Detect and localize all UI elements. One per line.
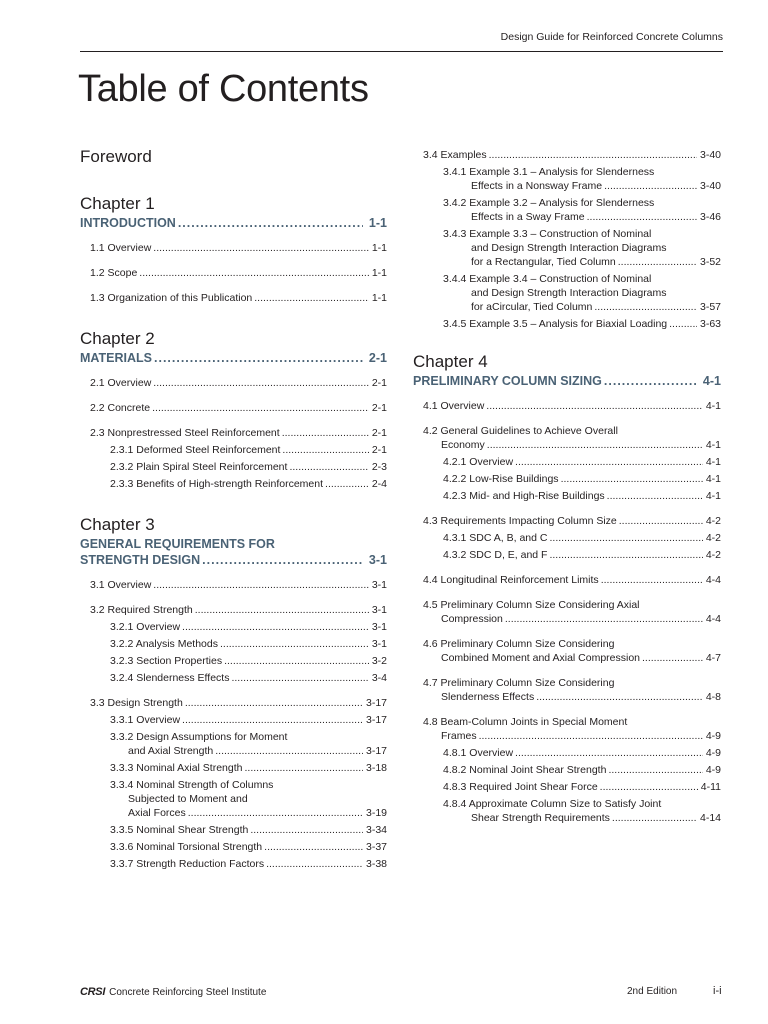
toc-right-column [413, 148, 721, 849]
toc-subentry[interactable] [110, 840, 387, 854]
dot-leader [325, 477, 369, 491]
toc-subentry[interactable] [443, 811, 721, 825]
entry-label: 1.2 Scope [90, 267, 138, 279]
toc-subentry[interactable] [110, 654, 387, 668]
chapter-title[interactable] [413, 373, 721, 389]
dot-leader [594, 300, 697, 314]
toc-entry-line[interactable]: 4.2 General Guidelines to Achieve Overall [423, 425, 618, 437]
chapter-3 [80, 515, 387, 871]
chapter-title-line-1[interactable] [80, 536, 387, 552]
entry-label: 1.1 Overview [90, 242, 152, 254]
dot-leader [266, 857, 363, 871]
dot-leader [264, 840, 363, 854]
toc-entry[interactable] [90, 426, 387, 440]
dot-leader [185, 696, 363, 710]
toc-subentry-line[interactable]: 3.4.4 Example 3.4 – Construction of Nominal [443, 273, 652, 285]
toc-subentry[interactable] [110, 620, 387, 634]
page-ref: 4-11 [700, 781, 721, 793]
dot-leader [536, 690, 703, 704]
toc-subentry-line[interactable]: 3.3.4 Nominal Strength of Columns [110, 779, 274, 791]
edition-label: 2nd Edition [627, 986, 678, 997]
entry-label: 2.3 Nonprestressed Steel Reinforcement [90, 427, 280, 439]
dot-leader [669, 317, 697, 331]
entry-label: 4.3.2 SDC D, E, and F [443, 549, 548, 561]
dot-leader [604, 373, 697, 389]
dot-leader [489, 148, 697, 162]
dot-leader [215, 744, 363, 758]
page-ref: 3-46 [699, 211, 721, 223]
toc-subentry-line[interactable]: and Design Strength Interaction Diagrams [471, 287, 667, 299]
toc-entry[interactable] [90, 696, 387, 710]
chapter-number: Chapter 4 [413, 352, 488, 371]
page-ref: 4-9 [705, 747, 721, 759]
entry-label: 3.4.5 Example 3.5 – Analysis for Biaxial Loading [443, 318, 668, 330]
dot-leader [152, 401, 369, 415]
entry-label: 3.3.6 Nominal Torsional Strength [110, 841, 263, 853]
toc-entry[interactable] [423, 514, 721, 528]
dot-leader [642, 651, 703, 665]
entry-label: 3.2.3 Section Properties [110, 655, 223, 667]
toc-entry[interactable] [90, 578, 387, 592]
page-ref: 3-17 [365, 697, 387, 709]
dot-leader [479, 729, 703, 743]
publisher-name: Concrete Reinforcing Steel Institute [109, 986, 267, 998]
entry-label: Compression [441, 613, 503, 625]
toc-subentry-line[interactable]: Subjected to Moment and [128, 793, 248, 805]
chapter-title-text: INTRODUCTION [80, 216, 176, 230]
toc-subentry[interactable] [443, 780, 721, 794]
toc-subentry-line[interactable]: 3.3.2 Design Assumptions for Moment [110, 731, 288, 743]
chapter-title-text: PRELIMINARY COLUMN SIZING [413, 374, 602, 388]
chapter-title-text: GENERAL REQUIREMENTS FOR [80, 537, 275, 551]
toc-subentry[interactable] [443, 317, 721, 331]
toc-entry-line[interactable]: 4.5 Preliminary Column Size Considering Axial [423, 599, 640, 611]
toc-subentry[interactable] [110, 443, 387, 457]
page-ref: 4-4 [705, 613, 721, 625]
toc-subentry-line[interactable]: 3.4.2 Example 3.2 – Analysis for Slenderness [443, 197, 655, 209]
header-rule [80, 51, 723, 52]
page-ref: 2-4 [371, 478, 387, 490]
entry-label: 3.2 Required Strength [90, 604, 193, 616]
entry-label: 3.3.5 Nominal Shear Strength [110, 824, 249, 836]
entry-label: 3.3.7 Strength Reduction Factors [110, 858, 265, 870]
page-ref: 4-2 [705, 515, 721, 527]
toc-entry-line[interactable]: 4.8 Beam-Column Joints in Special Moment [423, 716, 628, 728]
toc-subentry[interactable] [110, 713, 387, 727]
page-ref: 4-9 [705, 764, 721, 776]
page-ref: 3-52 [699, 256, 721, 268]
entry-label: Combined Moment and Axial Compression [441, 652, 641, 664]
toc-entry[interactable] [423, 438, 721, 452]
entry-label: and Axial Strength [128, 745, 214, 757]
toc-entry[interactable] [90, 376, 387, 390]
dot-leader [195, 603, 369, 617]
toc-subentry-line[interactable]: 3.4.1 Example 3.1 – Analysis for Slenderness [443, 166, 655, 178]
dot-leader [153, 241, 369, 255]
toc-subentry[interactable] [443, 763, 721, 777]
toc-subentry[interactable] [110, 744, 387, 758]
chapter-title-text: STRENGTH DESIGN [80, 553, 201, 567]
entry-label: 4.1 Overview [423, 400, 485, 412]
toc-subentry[interactable] [110, 460, 387, 474]
toc-subentry[interactable] [110, 637, 387, 651]
page-ref: 2-1 [371, 402, 387, 414]
dot-leader [608, 763, 702, 777]
entry-label: 4.8.2 Nominal Joint Shear Strength [443, 764, 607, 776]
entry-label: 3.1 Overview [90, 579, 152, 591]
page-ref: 2-1 [368, 351, 387, 365]
toc-subentry[interactable] [443, 455, 721, 469]
page-ref: 3-63 [699, 318, 721, 330]
entry-label: Frames [441, 730, 477, 742]
dot-leader [224, 654, 369, 668]
toc-entry[interactable] [90, 401, 387, 415]
dot-leader [604, 179, 697, 193]
page-ref: 4-2 [705, 532, 721, 544]
toc-entry[interactable] [423, 573, 721, 587]
entry-label: Axial Forces [128, 807, 186, 819]
dot-leader [601, 573, 703, 587]
toc-subentry[interactable] [443, 255, 721, 269]
dot-leader [289, 460, 368, 474]
dot-leader [182, 620, 369, 634]
page-ref: 3-40 [699, 149, 721, 161]
dot-leader [515, 455, 703, 469]
toc-subentry[interactable] [110, 477, 387, 491]
dot-leader [154, 350, 363, 366]
entry-label: 2.3.2 Plain Spiral Steel Reinforcement [110, 461, 288, 473]
page-title: Table of Contents [78, 68, 369, 110]
chapter-number: Chapter 2 [80, 329, 155, 348]
dot-leader [515, 746, 703, 760]
entry-label: 3.2.4 Slenderness Effects [110, 672, 230, 684]
toc-subentry[interactable] [443, 489, 721, 503]
dot-leader [245, 761, 363, 775]
page-ref: 4-8 [705, 691, 721, 703]
toc-entry[interactable] [90, 603, 387, 617]
entry-label: 3.3.1 Overview [110, 714, 181, 726]
page-ref: 3-37 [365, 841, 387, 853]
page-ref: 3-19 [365, 807, 387, 819]
entry-label: 3.3 Design Strength [90, 697, 183, 709]
publisher-logo [80, 986, 266, 998]
dot-leader [549, 531, 702, 545]
toc-subentry[interactable] [443, 472, 721, 486]
entry-label: 3.4 Examples [423, 149, 487, 161]
toc-subentry[interactable] [443, 179, 721, 193]
page-ref: 3-17 [365, 714, 387, 726]
entry-label: 3.2.1 Overview [110, 621, 181, 633]
toc-entry[interactable] [423, 651, 721, 665]
dot-leader [619, 514, 703, 528]
chapter-number: Chapter 3 [80, 515, 155, 534]
page-ref: 3-38 [365, 858, 387, 870]
page-ref: 1-1 [371, 242, 387, 254]
page-ref: 4-7 [705, 652, 721, 664]
chapter-title[interactable] [80, 350, 387, 366]
toc-subentry[interactable] [443, 548, 721, 562]
entry-label: 2.1 Overview [90, 377, 152, 389]
entry-label: Effects in a Nonsway Frame [471, 180, 603, 192]
entry-label: Effects in a Sway Frame [471, 211, 585, 223]
toc-subentry[interactable] [443, 300, 721, 314]
entry-label: 4.8.1 Overview [443, 747, 514, 759]
page-ref: 2-3 [371, 461, 387, 473]
logo-abbreviation: CRSI [80, 986, 106, 998]
toc-subentry[interactable] [110, 761, 387, 775]
toc-entry[interactable] [423, 729, 721, 743]
dot-leader [612, 811, 697, 825]
page-ref: 3-40 [699, 180, 721, 192]
page-ref: 1-1 [371, 267, 387, 279]
toc-entry[interactable] [90, 266, 387, 280]
entry-label: 4.3.1 SDC A, B, and C [443, 532, 548, 544]
entry-label: Economy [441, 439, 485, 451]
dot-leader [549, 548, 702, 562]
page-ref: 1-1 [368, 216, 387, 230]
page-ref: 3-2 [371, 655, 387, 667]
dot-leader [182, 713, 363, 727]
toc-subentry-line[interactable]: and Design Strength Interaction Diagrams [471, 242, 667, 254]
toc-entry-line[interactable]: 4.6 Preliminary Column Size Considering [423, 638, 615, 650]
page-ref: 4-14 [699, 812, 721, 824]
page-ref: 4-1 [705, 473, 721, 485]
page-ref: 4-2 [705, 549, 721, 561]
page-ref: 1-1 [371, 292, 387, 304]
dot-leader [282, 426, 369, 440]
chapter-title-line-2[interactable] [80, 552, 387, 568]
dot-leader [202, 552, 363, 568]
page-ref: 3-1 [368, 553, 387, 567]
toc-subentry-line[interactable]: 4.8.4 Approximate Column Size to Satisfy Joint [443, 798, 662, 810]
dot-leader [250, 823, 363, 837]
page-ref: 4-1 [705, 439, 721, 451]
dot-leader [487, 438, 703, 452]
page-ref: 4-9 [705, 730, 721, 742]
toc-left-column [80, 147, 387, 895]
dot-leader [607, 489, 703, 503]
page-ref: 3-1 [371, 604, 387, 616]
entry-label: 3.3.3 Nominal Axial Strength [110, 762, 243, 774]
dot-leader [505, 612, 703, 626]
chapter-number: Chapter 1 [80, 194, 155, 213]
dot-leader [486, 399, 703, 413]
entry-label: 4.2.1 Overview [443, 456, 514, 468]
entry-label: for aCircular, Tied Column [471, 301, 593, 313]
dot-leader [139, 266, 369, 280]
entry-label: 4.2.2 Low-Rise Buildings [443, 473, 559, 485]
toc-entry[interactable] [423, 399, 721, 413]
page-ref: 4-4 [705, 574, 721, 586]
entry-label: for a Rectangular, Tied Column [471, 256, 616, 268]
chapter-1 [80, 194, 387, 305]
page-number: i-i [713, 985, 722, 997]
entry-label: 2.3.3 Benefits of High-strength Reinforcement [110, 478, 324, 490]
running-header: Design Guide for Reinforced Concrete Columns [500, 31, 723, 43]
dot-leader [153, 376, 369, 390]
entry-label: Slenderness Effects [441, 691, 535, 703]
dot-leader [231, 671, 368, 685]
entry-label: 2.2 Concrete [90, 402, 151, 414]
dot-leader [618, 255, 697, 269]
page-ref: 2-1 [371, 427, 387, 439]
toc-entry-line[interactable]: 4.7 Preliminary Column Size Considering [423, 677, 615, 689]
dot-leader [587, 210, 697, 224]
entry-label: 3.2.2 Analysis Methods [110, 638, 218, 650]
dot-leader [600, 780, 698, 794]
chapter-title-text: MATERIALS [80, 351, 152, 365]
dot-leader [282, 443, 368, 457]
page-ref: 3-1 [371, 579, 387, 591]
dot-leader [153, 578, 369, 592]
entry-label: 1.3 Organization of this Publication [90, 292, 253, 304]
entry-label: 4.2.3 Mid- and High-Rise Buildings [443, 490, 605, 502]
entry-label: 4.3 Requirements Impacting Column Size [423, 515, 617, 527]
toc-entry[interactable] [423, 612, 721, 626]
dot-leader [254, 291, 369, 305]
entry-label: 4.4 Longitudinal Reinforcement Limits [423, 574, 599, 586]
chapter-4 [413, 352, 721, 825]
toc-subentry[interactable] [443, 531, 721, 545]
toc-subentry[interactable] [110, 806, 387, 820]
dot-leader [178, 215, 363, 231]
page-ref: 4-1 [705, 400, 721, 412]
page-ref: 3-18 [365, 762, 387, 774]
chapter-2 [80, 329, 387, 491]
page-ref: 4-1 [705, 456, 721, 468]
dot-leader [188, 806, 363, 820]
page-ref: 3-17 [365, 745, 387, 757]
toc-entry[interactable] [90, 291, 387, 305]
entry-label: Shear Strength Requirements [471, 812, 610, 824]
page-ref: 3-1 [371, 638, 387, 650]
page-ref: 3-57 [699, 301, 721, 313]
page-ref: 4-1 [702, 374, 721, 388]
dot-leader [220, 637, 369, 651]
entry-label: 2.3.1 Deformed Steel Reinforcement [110, 444, 281, 456]
toc-entry[interactable] [423, 690, 721, 704]
toc-subentry-line[interactable]: 3.4.3 Example 3.3 – Construction of Nominal [443, 228, 652, 240]
toc-subentry[interactable] [110, 671, 387, 685]
toc-entry[interactable] [423, 148, 721, 162]
toc-subentry[interactable] [110, 857, 387, 871]
page-ref: 2-1 [371, 377, 387, 389]
page-ref: 3-34 [365, 824, 387, 836]
toc-subentry[interactable] [443, 210, 721, 224]
page-ref: 3-1 [371, 621, 387, 633]
page-ref: 3-4 [371, 672, 387, 684]
chapter-title[interactable] [80, 215, 387, 231]
toc-entry[interactable] [90, 241, 387, 255]
dot-leader [561, 472, 703, 486]
toc-subentry[interactable] [110, 823, 387, 837]
toc-subentry[interactable] [443, 746, 721, 760]
entry-label: 4.8.3 Required Joint Shear Force [443, 781, 598, 793]
toc-foreword[interactable]: Foreword [80, 147, 152, 166]
page-ref: 4-1 [705, 490, 721, 502]
page-ref: 2-1 [371, 444, 387, 456]
